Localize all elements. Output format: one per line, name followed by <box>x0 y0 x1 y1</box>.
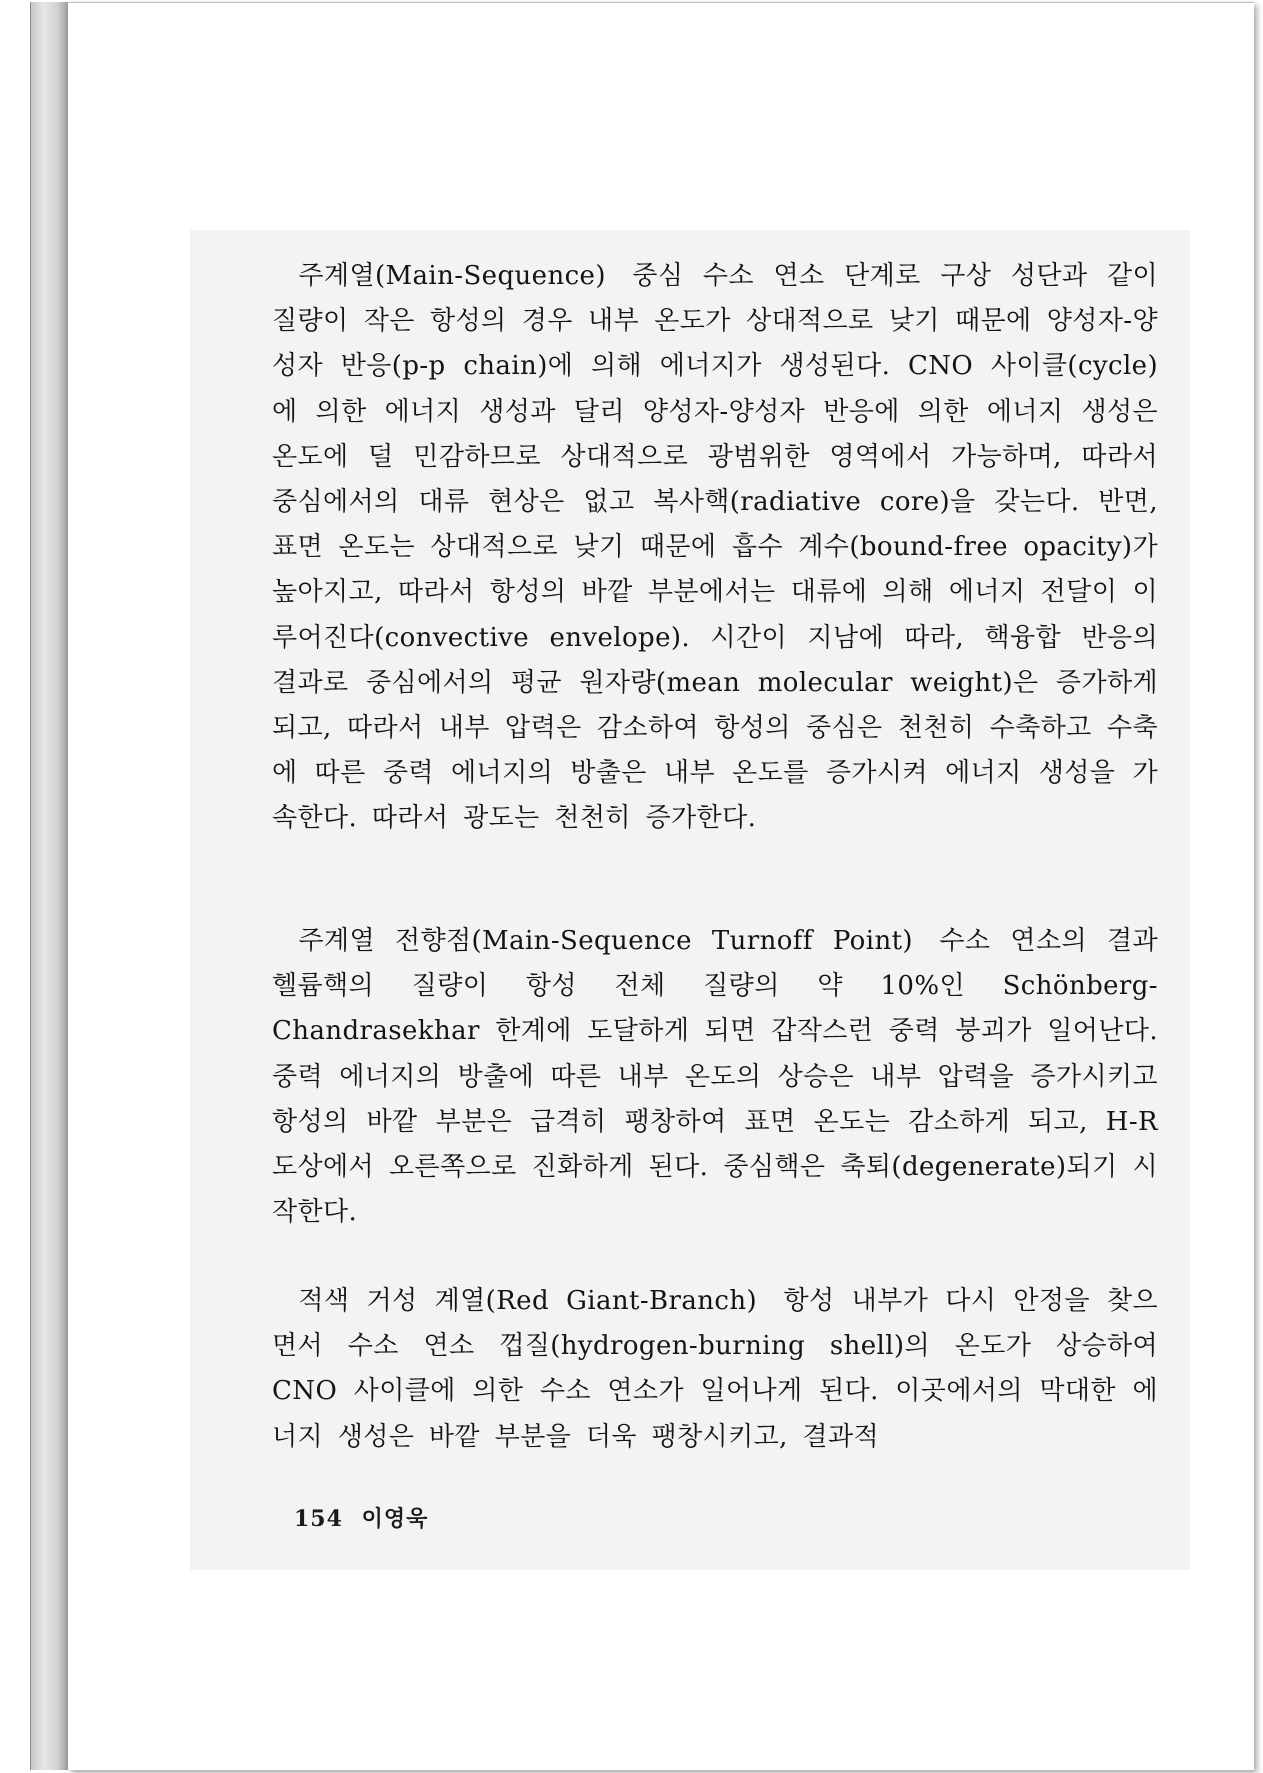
book-binding-edge <box>30 2 68 1770</box>
author-name: 이영욱 <box>361 1506 429 1532</box>
paragraph-body: 수소 연소의 결과 헬륨핵의 질량이 항성 전체 질량의 약 10%인 Schönberg-Chandrasekhar 한계에 도달하게 되면 갑작스런 중력 붕괴가 일어난다. 중력 에너지의 방출에 따른 내부 온도의 상승은 내부 압력을 증가시키고 항성의 바깥 부분은 급격히 팽창하여 표면 온도는 감소하게 되고, H-R 도상에서 오른쪽으로 진화하게 된다. 중심핵은 축퇴(degenerate)되기 시작한다. <box>272 926 1158 1228</box>
paragraph-turnoff-point <box>272 919 1158 1235</box>
page-number: 154 <box>294 1506 343 1532</box>
term-red-giant-branch: 적색 거성 계열(Red Giant-Branch) <box>298 1286 758 1316</box>
term-main-sequence: 주계열(Main-Sequence) <box>298 261 606 291</box>
paragraph-body: 항성 내부가 다시 안정을 찾으면서 수소 연소 껍질(hydrogen-burning shell)의 온도가 상승하여 CNO 사이클에 의한 수소 연소가 일어나게 된다. 이곳에서의 막대한 에너지 생성은 바깥 부분을 더욱 팽창시키고, 결과적 <box>272 1286 1159 1452</box>
paragraph-main-sequence <box>272 254 1158 842</box>
term-turnoff-point: 주계열 전향점(Main-Sequence Turnoff Point) <box>298 926 913 956</box>
paragraph-body: 중심 수소 연소 단계로 구상 성단과 같이 질량이 작은 항성의 경우 내부 온도가 상대적으로 낮기 때문에 양성자-양성자 반응(p-p chain)에 의해 에너지가 생성된다. CNO 사이클(cycle)에 의한 에너지 생성과 달리 양성자-양성자 반응에 의한 에너지 생성은 온도에 덜 민감하므로 상대적으로 광범위한 영역에서 가능하며, 따라서 중심에서의 대류 현상은 없고 복사핵(radiative core)을 갖는다. 반면, 표면 온도는 상대적으로 낮기 때문에 흡수 계수(bound-free opacity)가 높아지고, 따라서 항성의 바깥 부분에서는 대류에 의해 에너지 전달이 이루어진다(convective envelope). 시간이 지남에 따라, 핵융합 반응의 결과로 중심에서의 평균 원자량(mean molecular weight)은 증가하게 되고, 따라서 내부 압력은 감소하여 항성의 중심은 천천히 수축하고 수축에 따른 중력 에너지의 방출은 내부 온도를 증가시켜 에너지 생성을 가속한다. 따라서 광도는 천천히 증가한다. <box>272 261 1158 834</box>
paragraph-red-giant-branch <box>272 1279 1158 1460</box>
page-footer <box>294 1502 428 1533</box>
